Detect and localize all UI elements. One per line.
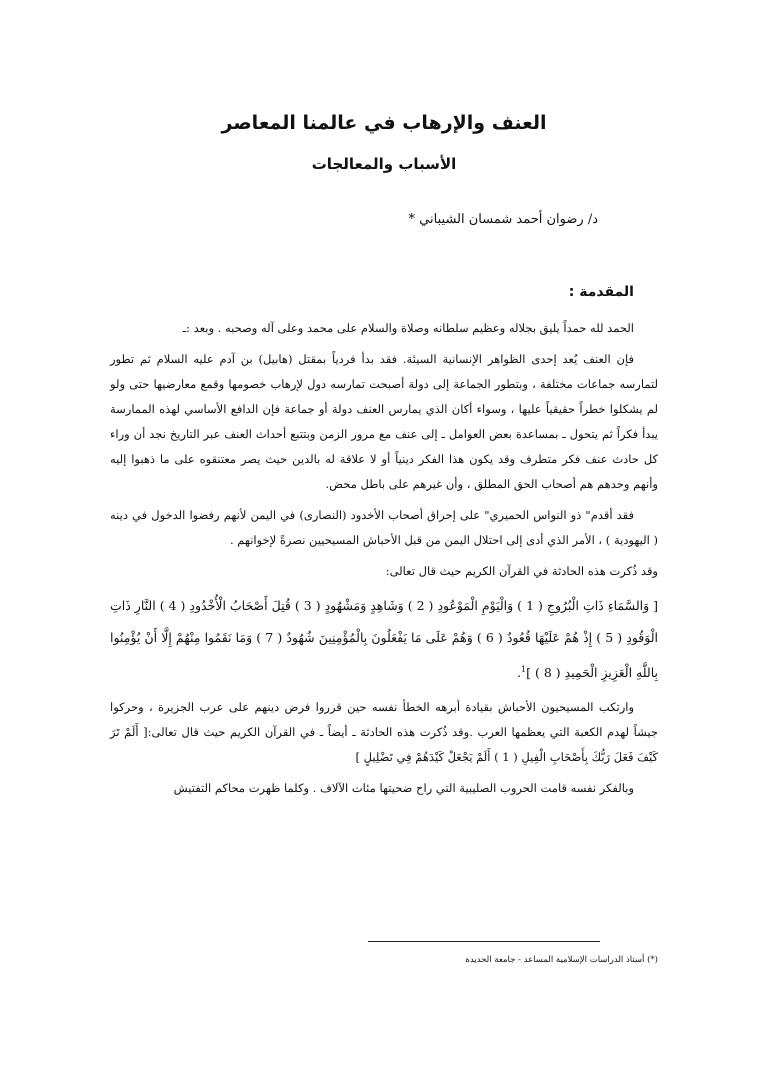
- footnote-marker: 1: [521, 665, 527, 674]
- page-subtitle: الأسباب والمعالجات: [311, 155, 457, 173]
- paragraph: وقد ذُكرت هذه الحادثة في القرآن الكريم حيث قال تعالى:: [385, 564, 658, 578]
- section-heading: المقدمة :: [568, 284, 634, 300]
- author-line: د/ رضوان أحمد شمسان الشيباني *: [408, 212, 598, 227]
- body-text: [110, 316, 658, 807]
- paragraph: فقد أقدم" ذو النواس الحميري" على إحراق أصحاب الأخدود (النصارى) في اليمن لأنهم رفضوا الدخول في دينه ( اليهودية ) ، الأمر الذي أدى إلى احتلال اليمن من قبل الأحباش المسيحيين نصرةً لإخوانهم .: [110, 508, 658, 547]
- page-title: العنف والإرهاب في عالمنا المعاصر: [221, 112, 547, 134]
- quran-verse: [ وَالسَّمَاءِ ذَاتِ الْبُرُوجِ ( 1 ) وَالْيَوْمِ الْمَوْعُودِ ( 2 ) وَشَاهِدٍ وَمَشْهُودٍ ( 3 ) قُتِلَ أَصْحَابُ الْأُخْدُودِ ( 4 ) النَّارِ ذَاتِ الْوَقُودِ ( 5 ) إِذْ هُمْ عَلَيْهَا قُعُودٌ ( 6 ) وَهُمْ عَلَى مَا يَفْعَلُونَ بِالْمُؤْمِنِينَ شُهُودٌ ( 7 ) وَمَا نَقَمُوا مِنْهُمْ إِلَّا أَنْ يُؤْمِنُوا بِاللَّهِ الْعَزِيزِ الْحَمِيدِ ( 8 ) ]$^1$.: [110, 598, 659, 681]
- paragraph: وبالفكر نفسه قامت الحروب الصليبية التي راح ضحيتها مئات الآلاف . وكلما ظهرت محاكم التفتيش: [173, 781, 634, 796]
- quran-verse-text: [ وَالسَّمَاءِ ذَاتِ الْبُرُوجِ ( 1 ) وَالْيَوْمِ الْمَوْعُودِ ( 2 ) وَشَاهِدٍ وَمَشْهُودٍ ( 3 ) قُتِلَ أَصْحَابُ الْأُخْدُودِ ( 4 ) النَّارِ ذَاتِ الْوَقُودِ ( 5 ) إِذْ هُمْ عَلَيْهَا قُعُودٌ ( 6 ) وَهُمْ عَلَى مَا يَفْعَلُونَ بِالْمُؤْمِنِينَ شُهُودٌ ( 7 ) وَمَا نَقَمُوا مِنْهُمْ إِلَّا أَنْ يُؤْمِنُوا بِاللَّهِ الْعَزِيزِ الْحَمِيدِ ( 8 ) ]: [110, 598, 659, 681]
- paragraph: فإن العنف يُعد إحدى الظواهر الإنسانية السيئة. فقد بدأ فردياً بمقتل (هابيل) بن آدم عليه السلام ثم تطور لتمارسه جماعات مختلفة ، وبتطور الجماعة إلى دولة أصبحت تمارسه دول لإرهاب خصومها وقمع معارضيها حتى ولو لم يشكلوا خطراً حقيقياً عليها ، وسواء أكان الذي يمارس العنف دولة أو جماعة فإن الدافع الأساسي لهذه الممارسة يبدأ فكراً ثم يتحول ـ بمساعدة بعض العوامل ـ إلى عنف مع مرور الزمن وبتتبع أحداث العنف عبر التاريخ نجد أن وراء كل حادث عنف فكر متطرف وقد يكون هذا الفكر دينياً أو لا علاقة له بالدين حيث يصر معتنقوه على ما ذهبوا إليه وأنهم وحدهم هم أصحاب الحق المطلق ، وأن غيرهم على باطل محض.: [110, 352, 658, 491]
- footnote-divider: [368, 941, 600, 942]
- paragraph: وارتكب المسيحيون الأحباش بقيادة أبرهه الخطأ نفسه حين قرروا فرض دينهم على عرب الجزيرة ، وحركوا جيشاً لهدم الكعبة التي يعظمها العرب .وقد ذُكرت هذه الحادثة ـ أيضاً ـ في القرآن الكريم حيث قال تعالى:[ أَلَمْ تَرَ كَيْفَ فَعَلَ رَبُّكَ بِأَصْحَابِ الْفِيلِ ( 1 ) أَلَمْ يَجْعَلْ كَيْدَهُمْ فِي تَضْلِيلٍ ]: [110, 700, 658, 765]
- paragraph: الحمد لله حمداً يليق بجلاله وعظيم سلطانه وصلاة والسلام على محمد وعلى آله وصحبه . وبعد :ـ: [182, 321, 634, 335]
- footnote: (*) أستاذ الدراسات الإسلامية المساعد - جامعة الحديدة: [465, 955, 658, 965]
